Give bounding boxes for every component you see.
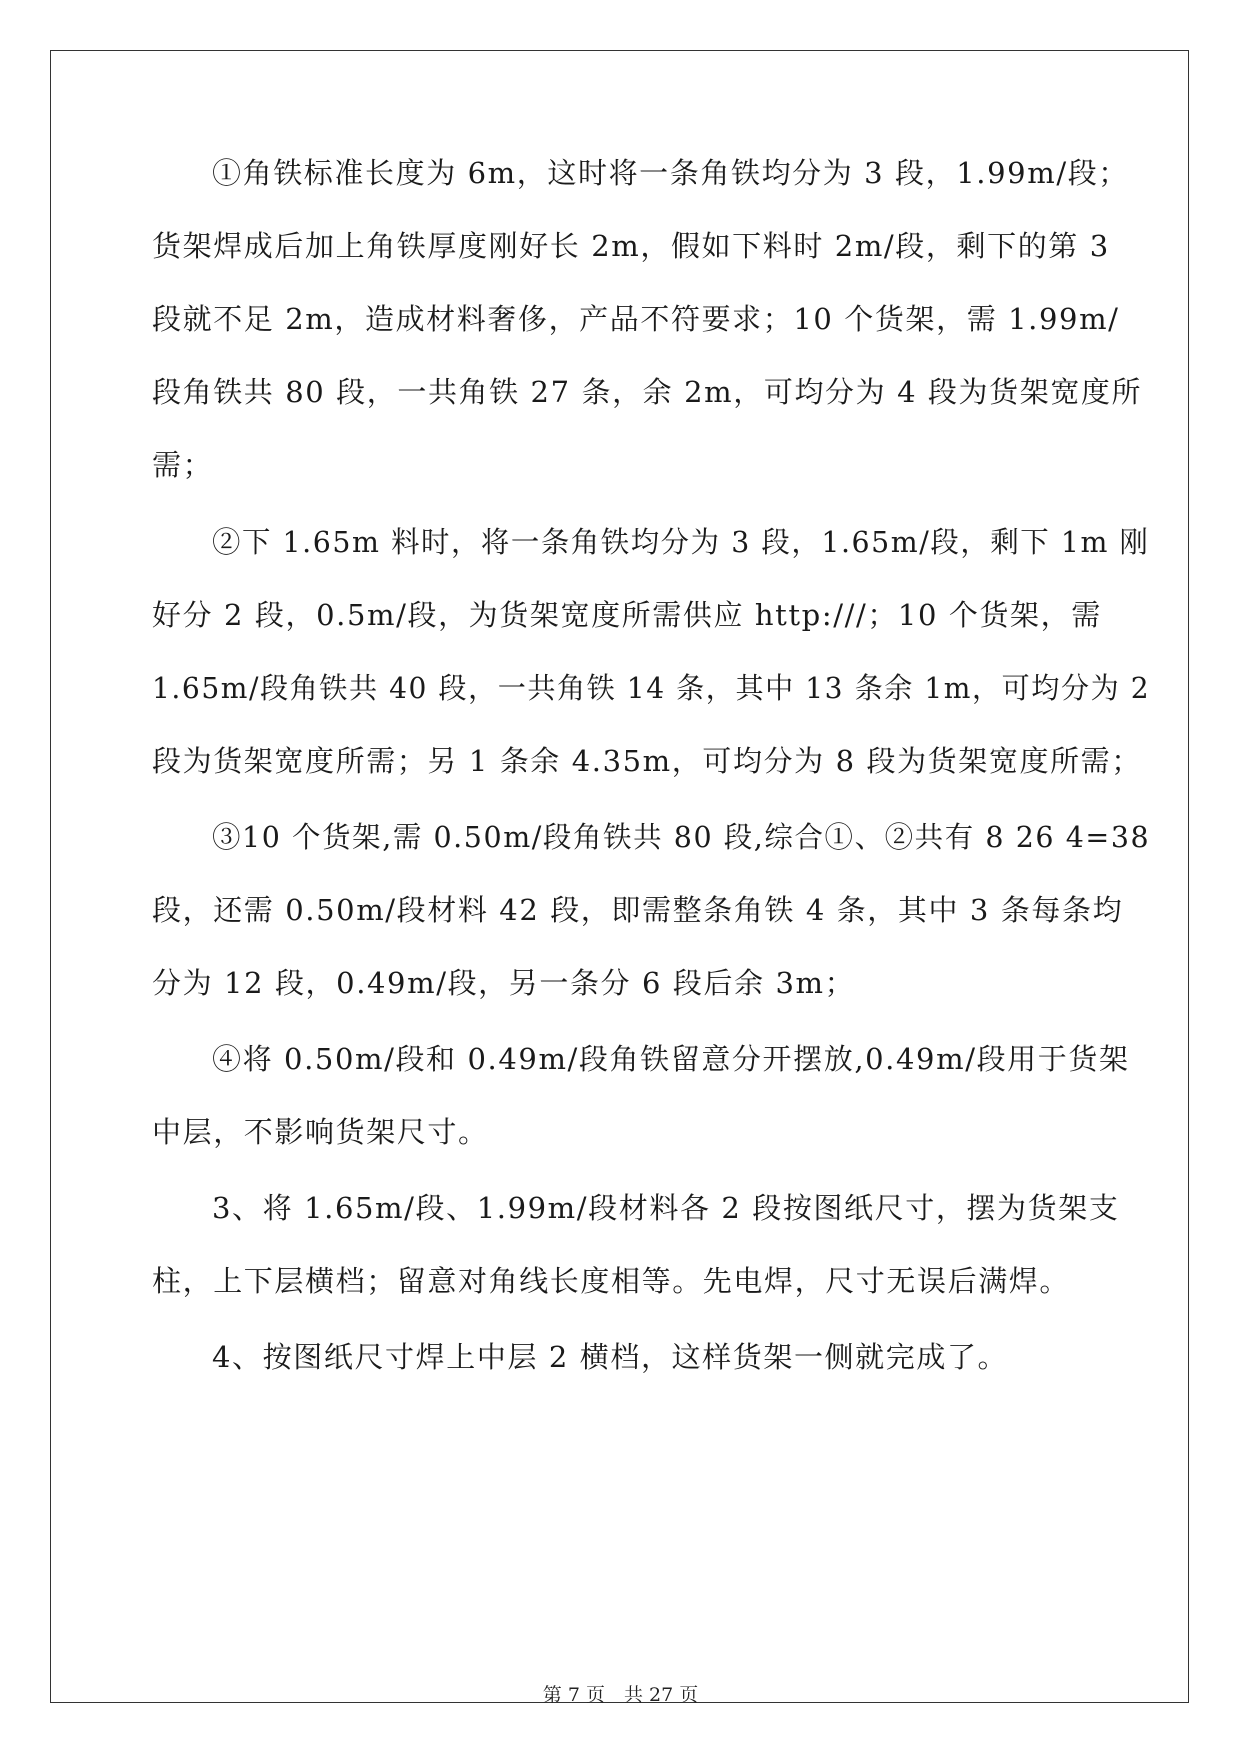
text-line-4: 段角铁共 80 段，一共角铁 27 条，余 2m，可均分为 4 段为货架宽度所 (152, 375, 1143, 409)
text-line-3: 段就不足 2m，造成材料奢侈，产品不符要求；10 个货架，需 1.99m/ (152, 302, 1120, 336)
text-line-6: ②下 1.65m 料时，将一条角铁均分为 3 段，1.65m/段，剩下 1m 刚 (212, 525, 1150, 559)
text-line-5: 需； (152, 448, 214, 482)
text-line-13: ④将 0.50m/段和 0.49m/段角铁留意分开摆放,0.49m/段用于货架 (212, 1042, 1130, 1076)
text-line-14: 中层，不影响货架尺寸。 (152, 1115, 489, 1149)
page-border (50, 50, 1189, 1703)
text-line-7: 好分 2 段，0.5m/段，为货架宽度所需供应 http:///；10 个货架，需 (152, 598, 1102, 632)
text-line-12: 分为 12 段，0.49m/段，另一条分 6 段后余 3m； (152, 966, 856, 1000)
text-line-15: 3、将 1.65m/段、1.99m/段材料各 2 段按图纸尺寸，摆为货架支 (212, 1191, 1120, 1225)
page-number-footer: 第 7 页 共 27 页 (542, 1684, 699, 1706)
text-line-9: 段为货架宽度所需；另 1 条余 4.35m，可均分为 8 段为货架宽度所需； (152, 744, 1142, 778)
text-line-8: 1.65m/段角铁共 40 段，一共角铁 14 条，其中 13 条余 1m，可均分为 2 (152, 671, 1151, 705)
text-line-11: 段，还需 0.50m/段材料 42 段，即需整条角铁 4 条，其中 3 条每条均 (152, 893, 1124, 927)
text-line-2: 货架焊成后加上角铁厚度刚好长 2m，假如下料时 2m/段，剩下的第 3 (152, 229, 1110, 263)
text-line-16: 柱，上下层横档；留意对角线长度相等。先电焊，尺寸无误后满焊。 (152, 1264, 1071, 1298)
text-line-17: 4、按图纸尺寸焊上中层 2 横档，这样货架一侧就完成了。 (212, 1340, 1009, 1374)
text-line-10: ③10 个货架,需 0.50m/段角铁共 80 段,综合①、②共有 8 26 4=38 (212, 820, 1151, 854)
text-line-1: ①角铁标准长度为 6m，这时将一条角铁均分为 3 段，1.99m/段； (212, 156, 1129, 190)
